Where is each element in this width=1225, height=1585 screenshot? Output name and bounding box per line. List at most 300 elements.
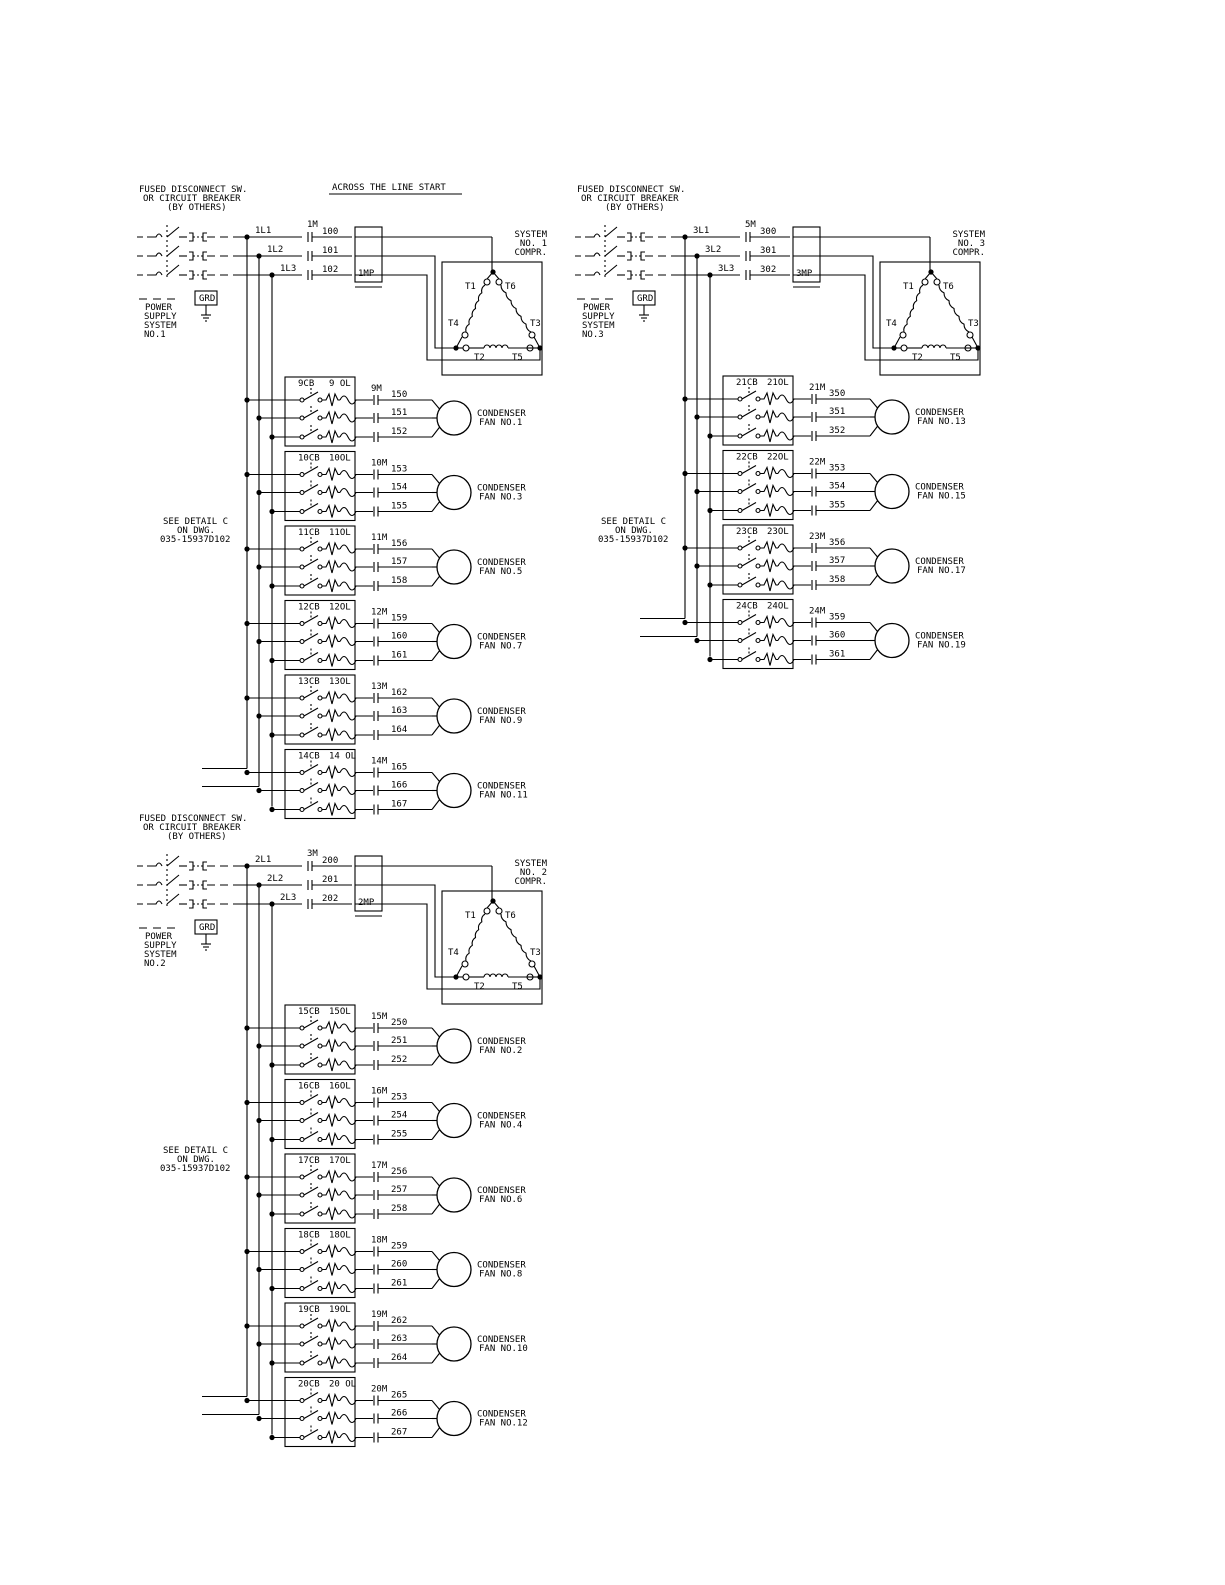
breaker-terminal <box>318 565 322 569</box>
thermal-heater <box>322 1264 340 1276</box>
overload-element <box>340 1099 356 1107</box>
overload-element <box>340 769 356 777</box>
wire-number: 162 <box>391 688 408 698</box>
overload-label: 10OL <box>329 453 351 464</box>
bus-junction <box>269 1211 274 1216</box>
breaker-terminal <box>318 1361 322 1365</box>
bus-junction <box>694 414 699 419</box>
fuse-symbol <box>153 901 162 904</box>
line-label: 2L2 <box>267 874 284 884</box>
winding-lead <box>534 966 540 977</box>
bus-junction <box>694 563 699 568</box>
breaker-row <box>247 686 356 704</box>
overload-element <box>340 1397 356 1405</box>
motor-protector-label: 2MP <box>358 898 375 908</box>
terminal-label: T1 <box>465 282 476 292</box>
wire-number: 155 <box>391 501 408 512</box>
fan-contactor-contact <box>374 1041 378 1051</box>
thermal-heater <box>322 1040 340 1052</box>
compressor-label: SYSTEM <box>514 859 547 869</box>
thermal-heater <box>322 1208 340 1220</box>
compressor-label: NO. 1 <box>519 239 547 249</box>
fan-contactor-contact <box>374 562 378 572</box>
fan-contactor-contact <box>374 693 378 703</box>
fan-contactor-contact <box>374 1358 378 1368</box>
contactor-label: 1M <box>307 220 318 230</box>
thermal-heater <box>322 431 340 443</box>
overload-element <box>340 396 356 404</box>
switch-blade <box>605 227 617 237</box>
bus-junction <box>682 620 687 625</box>
bus-junction <box>256 639 261 644</box>
breaker-row <box>259 1407 356 1425</box>
bus-junction <box>256 1267 261 1272</box>
detail-note: SEE DETAIL C <box>601 517 667 527</box>
overload-element <box>778 562 794 570</box>
fan-label: FAN NO.9 <box>479 716 523 726</box>
fuse-bracket <box>627 233 631 241</box>
breaker-terminal <box>318 584 322 588</box>
fan-label: CONDENSER <box>477 409 526 419</box>
power-supply-label: NO.3 <box>582 330 604 340</box>
ground-label: GRD <box>637 294 654 304</box>
breaker-terminal <box>300 696 304 700</box>
fan-circuit <box>244 1229 526 1298</box>
breaker-terminal <box>318 640 322 644</box>
wire-number: 360 <box>829 630 846 641</box>
overload-label: 23OL <box>767 527 789 537</box>
breaker-label: 23CB <box>736 527 758 537</box>
bus-junction <box>269 1062 274 1067</box>
bus-junction <box>244 1025 249 1030</box>
fan-contactor-contact <box>374 581 378 591</box>
wire-number: 156 <box>391 539 408 549</box>
detail-note: 035-15937D102 <box>160 1164 231 1174</box>
terminal-post <box>462 332 468 338</box>
thermal-heater <box>322 729 340 741</box>
breaker-terminal <box>756 415 760 419</box>
breaker-label: 16CB <box>298 1081 320 1092</box>
breaker-label: 15CB <box>298 1007 320 1017</box>
winding-lead <box>487 272 493 279</box>
wire-number: 261 <box>391 1278 408 1289</box>
fan-contactor-contact <box>374 730 378 740</box>
wire-number: 300 <box>760 227 777 237</box>
breaker-terminal <box>318 1268 322 1272</box>
fan-contactor-contact <box>812 543 816 553</box>
bus-junction <box>244 397 249 402</box>
condenser-fan-motor-icon <box>875 475 909 509</box>
breaker-row <box>697 405 794 423</box>
terminal-post <box>900 332 906 338</box>
power-supply-label: NO.2 <box>144 959 166 969</box>
breaker-terminal <box>300 1044 304 1048</box>
overload-element <box>340 638 356 646</box>
fan-label: CONDENSER <box>477 1409 526 1420</box>
fuse-bracket <box>189 862 193 870</box>
fan-label: FAN NO.10 <box>479 1344 528 1354</box>
compressor-label: SYSTEM <box>952 230 985 240</box>
fan-label: CONDENSER <box>915 482 964 493</box>
overload-element <box>340 582 356 590</box>
winding-coil <box>466 914 485 961</box>
thermal-heater <box>760 635 778 647</box>
overload-element <box>340 471 356 479</box>
fan-label: FAN NO.11 <box>479 790 528 801</box>
thermal-heater <box>322 1134 340 1146</box>
wire-number: 253 <box>391 1092 408 1103</box>
bus-junction <box>244 1174 249 1179</box>
fan-contactor-contact <box>812 561 816 571</box>
breaker-terminal <box>300 510 304 514</box>
breaker-label: 18CB <box>298 1230 320 1241</box>
thermal-heater <box>322 1022 340 1034</box>
bus-junction <box>256 1118 261 1123</box>
wire-number: 263 <box>391 1334 408 1344</box>
fan-contactor-contact <box>374 1190 378 1200</box>
thermal-heater <box>322 394 340 406</box>
wire-number: 166 <box>391 780 408 791</box>
fan-label: CONDENSER <box>477 1186 526 1196</box>
disconnect-label: (BY OTHERS) <box>167 203 227 213</box>
overload-element <box>340 545 356 553</box>
breaker-row <box>259 1258 356 1276</box>
winding-coil <box>904 285 923 332</box>
breaker-terminal <box>300 1436 304 1440</box>
compressor-label: SYSTEM <box>514 230 547 240</box>
bus-junction <box>682 471 687 476</box>
bus-junction <box>244 695 249 700</box>
switch-blade <box>167 227 179 237</box>
terminal-post <box>463 974 469 980</box>
switch-blade <box>167 894 179 904</box>
overload-element <box>778 470 794 478</box>
condenser-fan-motor-icon <box>437 1402 471 1436</box>
overload-element <box>778 395 794 403</box>
breaker-terminal <box>318 659 322 663</box>
breaker-terminal <box>300 491 304 495</box>
breaker-terminal <box>318 1138 322 1142</box>
breaker-row <box>247 612 356 630</box>
overload-label: 19OL <box>329 1305 351 1315</box>
wire-number: 354 <box>829 481 846 492</box>
breaker-row <box>259 406 356 424</box>
bus-junction <box>269 807 274 812</box>
overload-element <box>340 1061 356 1069</box>
terminal-post <box>463 345 469 351</box>
overload-label: 14 OL <box>329 751 357 762</box>
breaker-label: 19CB <box>298 1305 320 1315</box>
thermal-heater <box>322 804 340 816</box>
fuse-bracket <box>189 881 193 889</box>
winding-lead <box>534 337 540 348</box>
breaker-row <box>685 611 794 629</box>
disconnect-switch-pole <box>575 265 740 279</box>
power-supply-label: POWER <box>145 303 173 313</box>
breaker-terminal <box>756 490 760 494</box>
breaker-terminal <box>300 547 304 551</box>
terminal-label: T6 <box>943 282 954 292</box>
fan-contactor-contact <box>374 805 378 815</box>
fan-contactor-label: 20M <box>371 1384 388 1395</box>
thermal-heater <box>322 1320 340 1332</box>
fan-circuit <box>244 1080 526 1149</box>
breaker-terminal <box>756 583 760 587</box>
fuse-symbol <box>153 863 162 866</box>
breaker-terminal <box>300 1268 304 1272</box>
fan-circuit <box>682 376 965 445</box>
thermal-heater <box>760 617 778 629</box>
line-label: 3L3 <box>718 264 735 274</box>
breaker-terminal <box>756 621 760 625</box>
breaker-terminal <box>738 564 742 568</box>
bus-junction <box>256 1043 261 1048</box>
breaker-row <box>247 1165 356 1183</box>
line-label: 1L1 <box>255 226 272 236</box>
fan-contactor-contact <box>374 637 378 647</box>
terminal-post <box>934 279 940 285</box>
terminal-label: T1 <box>465 911 476 921</box>
wire-number: 101 <box>322 246 339 256</box>
bus-junction <box>244 472 249 477</box>
disconnect-switch-pole <box>575 227 740 241</box>
terminal-post <box>484 279 490 285</box>
condenser-fan-motor-icon <box>437 1104 471 1138</box>
fan-label: FAN NO.2 <box>479 1046 523 1056</box>
thermal-heater <box>322 785 340 797</box>
contactor-contact <box>746 251 750 261</box>
fan-label: CONDENSER <box>477 558 526 568</box>
contactor-contact <box>746 270 750 280</box>
detail-note: SEE DETAIL C <box>163 517 229 527</box>
wire-number: 352 <box>829 426 846 436</box>
fan-contactor-contact <box>374 1433 378 1443</box>
breaker-terminal <box>318 1101 322 1105</box>
fuse-bracket <box>189 271 193 279</box>
bus-junction <box>244 770 249 775</box>
overload-element <box>340 433 356 441</box>
contactor-contact <box>308 861 312 871</box>
winding-lead <box>925 272 931 279</box>
wire-number: 159 <box>391 613 408 624</box>
thermal-heater <box>322 1338 340 1350</box>
power-supply-label: SYSTEM <box>582 321 615 331</box>
wire-number: 257 <box>391 1185 408 1195</box>
breaker-terminal <box>318 398 322 402</box>
bus-junction <box>244 621 249 626</box>
breaker-row <box>259 704 356 722</box>
overload-element <box>778 619 794 627</box>
fan-contactor-contact <box>374 1321 378 1331</box>
fan-contactor-contact <box>374 619 378 629</box>
fan-contactor-contact <box>374 488 378 498</box>
bus-junction <box>682 545 687 550</box>
bus-junction <box>244 1398 249 1403</box>
fuse-symbol <box>153 234 162 237</box>
fuse-bracket <box>203 881 207 889</box>
breaker-row <box>259 630 356 648</box>
wire-number: 254 <box>391 1110 408 1121</box>
fan-contactor-contact <box>374 544 378 554</box>
terminal-post <box>496 279 502 285</box>
breaker-label: 24CB <box>736 601 758 612</box>
overload-label: 20 OL <box>329 1379 357 1390</box>
fan-label: FAN NO.13 <box>917 417 966 427</box>
breaker-terminal <box>318 1324 322 1328</box>
breaker-terminal <box>300 1193 304 1197</box>
line-label: 3L2 <box>705 245 722 255</box>
thermal-heater <box>760 579 778 591</box>
breaker-terminal <box>318 1063 322 1067</box>
switch-blade <box>167 246 179 256</box>
breaker-row <box>247 1091 356 1109</box>
bus-junction <box>256 1416 261 1421</box>
thermal-heater <box>322 1432 340 1444</box>
power-system <box>137 814 548 1447</box>
fuse-bracket <box>203 233 207 241</box>
fan-contactor-label: 12M <box>371 607 388 618</box>
wire-number: 201 <box>322 875 339 885</box>
overload-element <box>340 1191 356 1199</box>
breaker-terminal <box>738 509 742 513</box>
switch-blade <box>605 246 617 256</box>
overload-element <box>340 787 356 795</box>
fan-contactor-contact <box>374 507 378 517</box>
breaker-terminal <box>318 789 322 793</box>
bus-junction <box>256 1192 261 1197</box>
thermal-heater <box>760 468 778 480</box>
fan-label: CONDENSER <box>915 631 964 642</box>
breaker-terminal <box>756 546 760 550</box>
breaker-terminal <box>318 1175 322 1179</box>
overload-element <box>340 1117 356 1125</box>
condenser-fan-motor-icon <box>437 1178 471 1212</box>
breaker-terminal <box>300 1175 304 1179</box>
overload-element <box>778 488 794 496</box>
terminal-label: T5 <box>512 982 523 992</box>
winding-coil <box>922 345 946 348</box>
breaker-terminal <box>318 1212 322 1216</box>
wire-number: 265 <box>391 1390 408 1401</box>
breaker-terminal <box>738 397 742 401</box>
fan-contactor-contact <box>374 1116 378 1126</box>
thermal-heater <box>322 655 340 667</box>
winding-coil <box>484 974 508 977</box>
fuse-symbol <box>153 882 162 885</box>
wire-number: 259 <box>391 1241 408 1252</box>
breaker-terminal <box>756 509 760 513</box>
breaker-row <box>685 462 794 480</box>
terminal-post <box>496 908 502 914</box>
breaker-terminal <box>318 622 322 626</box>
overload-element <box>340 806 356 814</box>
breaker-terminal <box>318 808 322 812</box>
fan-label: FAN NO.12 <box>479 1418 528 1429</box>
overload-element <box>340 489 356 497</box>
breaker-row <box>685 387 794 405</box>
fuse-symbol <box>153 272 162 275</box>
bus-junction <box>707 508 712 513</box>
bus-junction <box>244 1249 249 1254</box>
wire-number: 165 <box>391 762 408 773</box>
winding-coil <box>939 285 969 332</box>
disconnect-switch-pole <box>137 265 302 279</box>
bus-junction <box>694 489 699 494</box>
detail-note: ON DWG. <box>177 1155 215 1165</box>
thermal-heater <box>322 543 340 555</box>
bus-junction <box>269 1286 274 1291</box>
compressor-label: COMPR. <box>514 877 547 887</box>
thermal-heater <box>322 1283 340 1295</box>
bus-junction <box>256 415 261 420</box>
fan-label: CONDENSER <box>477 1335 526 1345</box>
wire-number: 353 <box>829 463 846 474</box>
fan-contactor-label: 9M <box>371 384 382 394</box>
fan-contactor-label: 19M <box>371 1310 388 1320</box>
bus-junction <box>269 434 274 439</box>
breaker-terminal <box>300 1063 304 1067</box>
contactor-contact <box>308 899 312 909</box>
breaker-terminal <box>318 771 322 775</box>
disconnect-label: FUSED DISCONNECT SW. <box>139 185 248 195</box>
breaker-terminal <box>318 696 322 700</box>
fuse-bracket <box>641 252 645 260</box>
fan-circuit <box>244 452 526 521</box>
condenser-fan-motor-icon <box>875 549 909 583</box>
fan-contactor-contact <box>812 580 816 590</box>
fan-contactor-label: 18M <box>371 1235 388 1246</box>
fan-circuit <box>244 377 526 446</box>
thermal-heater <box>322 469 340 481</box>
fuse-bracket <box>203 862 207 870</box>
fan-circuit <box>244 750 527 819</box>
wire-number: 350 <box>829 389 846 399</box>
overload-element <box>340 1173 356 1181</box>
breaker-label: 10CB <box>298 453 320 464</box>
fuse-bracket <box>641 233 645 241</box>
wire-number: 264 <box>391 1353 408 1363</box>
breaker-terminal <box>318 547 322 551</box>
winding-coil <box>466 285 485 332</box>
bus-junction <box>694 638 699 643</box>
breaker-terminal <box>756 658 760 662</box>
terminal-label: T5 <box>512 353 523 363</box>
overload-label: 18OL <box>329 1230 351 1241</box>
contactor-contact <box>308 232 312 242</box>
bus-junction <box>269 1137 274 1142</box>
wire-number: 152 <box>391 427 408 437</box>
condenser-fan-motor-icon <box>437 699 471 733</box>
power-system <box>575 185 986 669</box>
winding-coil <box>501 914 531 961</box>
compressor-label: NO. 3 <box>957 239 985 249</box>
fan-contactor-contact <box>374 413 378 423</box>
breaker-terminal <box>300 584 304 588</box>
terminal-label: T6 <box>505 282 516 292</box>
line-label: 2L3 <box>280 893 297 903</box>
breaker-terminal <box>318 733 322 737</box>
breaker-terminal <box>300 1399 304 1403</box>
wire-number: 358 <box>829 575 846 585</box>
breaker-terminal <box>300 398 304 402</box>
wire-number: 359 <box>829 612 846 623</box>
fan-contactor-contact <box>374 1060 378 1070</box>
fan-contactor-contact <box>374 1284 378 1294</box>
wire-number: 154 <box>391 482 408 493</box>
wire-number: 160 <box>391 631 408 642</box>
winding-lead <box>931 272 937 279</box>
condenser-fan-motor-icon <box>437 401 471 435</box>
